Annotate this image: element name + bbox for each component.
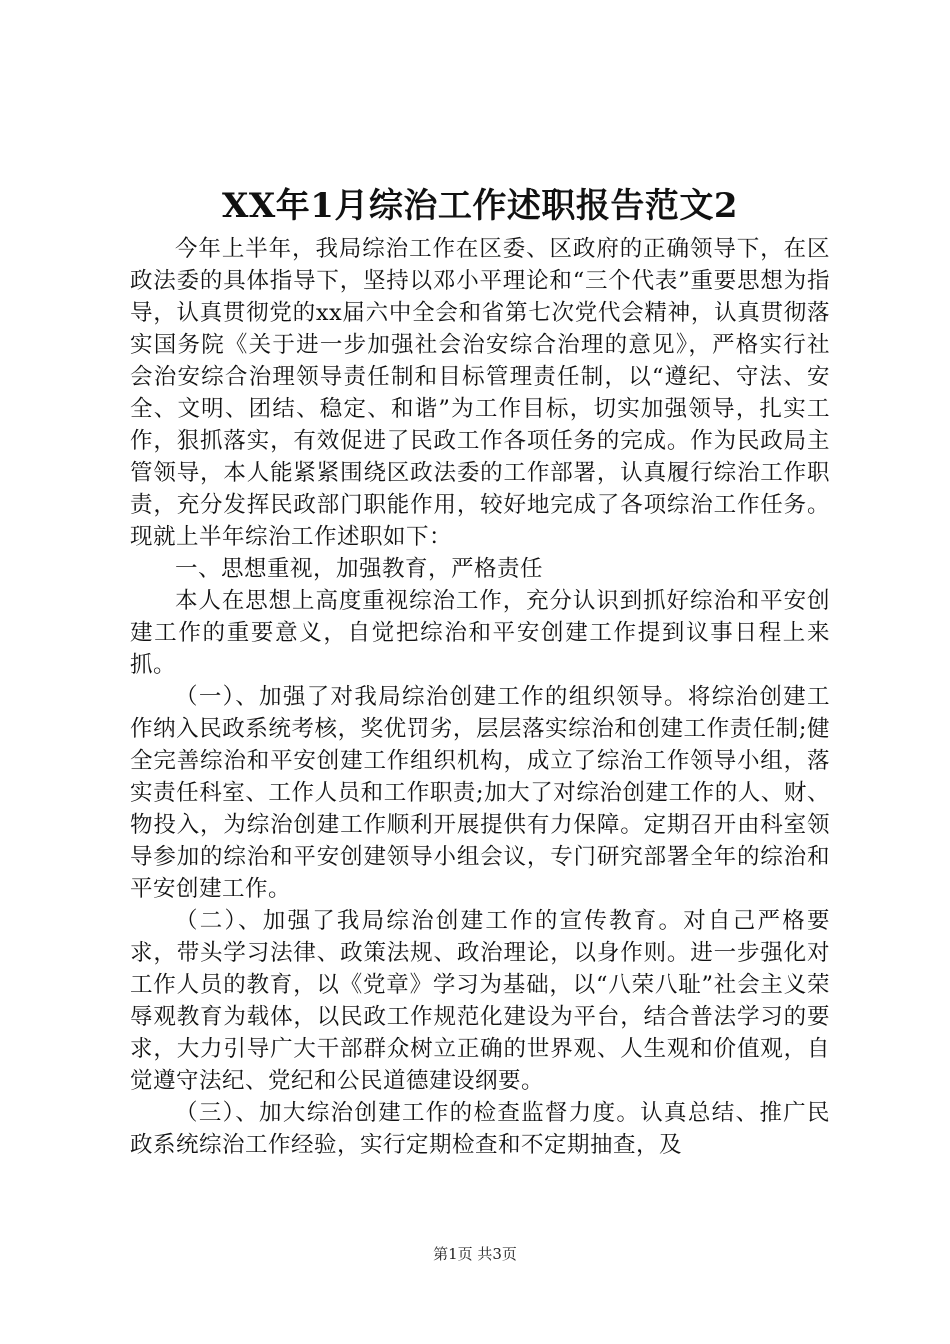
paragraph-item-2: （二）、加强了我局综治创建工作的宣传教育。对自己严格要求，带头学习法律、政策法规、政治理论，以身作则。进一步强化对工作人员的教育，以《党章》学习为基础，以“八荣八耻”社会主义荣辱观教育为载体，以民政工作规范化建设为平台，结合普法学习的要求，大力引导广大干部群众树立正确的世界观、人生观和价值观，自觉遵守法纪、党纪和公民道德建设纲要。	[130, 908, 830, 1094]
paragraph-section-1-intro: 本人在思想上高度重视综治工作，充分认识到抓好综治和平安创建工作的重要意义，自觉把综治和平安创建工作提到议事日程上来抓。	[130, 588, 830, 678]
page-footer: 第1页 共3页	[433, 1245, 517, 1263]
section-heading-1: 一、思想重视，加强教育，严格责任	[175, 556, 544, 582]
document-body	[130, 233, 830, 1161]
paragraph-intro: 今年上半年，我局综治工作在区委、区政府的正确领导下，在区政法委的具体指导下，坚持以邓小平理论和“三个代表”重要思想为指导，认真贯彻党的xx届六中全会和省第七次党代会精神，认真贯彻落实国务院《关于进一步加强社会治安综合治理的意见》，严格实行社会治安综合治理领导责任制和目标管理责任制，以“遵纪、守法、安全、文明、团结、稳定、和谐”为工作目标，切实加强领导，扎实工作，狠抓落实，有效促进了民政工作各项任务的完成。作为民政局主管领导，本人能紧紧围绕区政法委的工作部署，认真履行综治工作职责，充分发挥民政部门职能作用，较好地完成了各项综治工作任务。现就上半年综治工作述职如下：	[130, 236, 830, 550]
document-page	[130, 0, 830, 1344]
paragraph-item-3: （三）、加大综治创建工作的检查监督力度。认真总结、推广民政系统综治工作经验，实行定期检查和不定期抽查，及	[130, 1100, 830, 1158]
paragraph-item-1: （一）、加强了对我局综治创建工作的组织领导。将综治创建工作纳入民政系统考核，奖优罚劣，层层落实综治和创建工作责任制;健全完善综治和平安创建工作组织机构，成立了综治工作领导小组，落实责任科室、工作人员和工作职责;加大了对综治创建工作的人、财、物投入，为综治创建工作顺利开展提供有力保障。定期召开由科室领导参加的综治和平安创建领导小组会议，专门研究部署全年的综治和平安创建工作。	[130, 684, 830, 902]
document-title: XX年1月综治工作述职报告范文2	[221, 186, 739, 226]
